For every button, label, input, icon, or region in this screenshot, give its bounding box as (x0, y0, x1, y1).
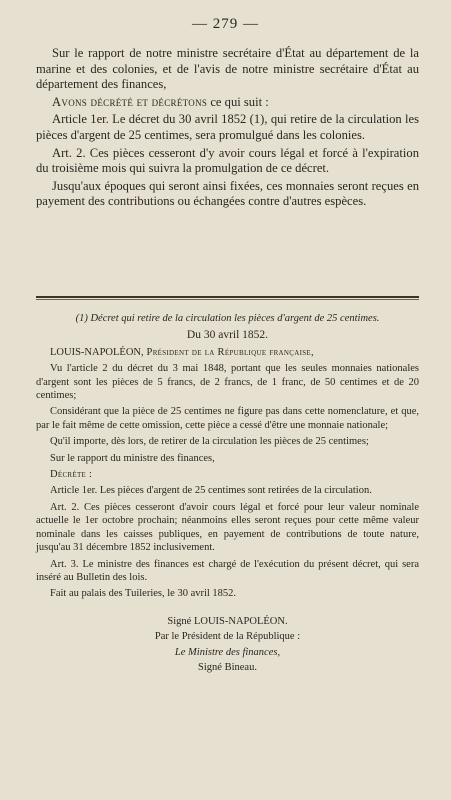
signature-ministre: Le Ministre des finances, (174, 646, 281, 658)
decretons-heading: Avons décrété et décrétons (52, 94, 208, 109)
decretons-tail: ce qui suit : (207, 94, 269, 109)
footnote (36, 312, 419, 676)
footnote-decrete: Décrète : (50, 469, 93, 481)
president-name: LOUIS-NAPOLÉON, (50, 346, 144, 358)
footnote-title: (1) Décret qui retire de la circulation les pièces d'argent de 25 centimes. (75, 313, 380, 324)
page-number: — 279 — (192, 16, 259, 32)
footnote-article-3: Art. 3. Le ministre des finances est chargé de l'exécution du présent décret, qui sera inséré au Bulletin des lois. (36, 558, 419, 583)
footnote-vu: Vu l'article 2 du décret du 3 mai 1848, portant que les seules monnaies nationales d'argent sont les pièces de 5 francs, de 2 francs, de 1 franc, de 50 centimes et de 20 centimes; (36, 363, 419, 402)
signature-president: Signé LOUIS-NAPOLÉON. (167, 615, 288, 627)
article-2: Art. 2. Ces pièces cesseront d'y avoir cours légal et forcé à l'expiration du troisième mois qui suivra la promulgation de ce décret. (36, 145, 419, 176)
footnote-rapport: Sur le rapport du ministre des finances, (50, 452, 215, 464)
president-title: Président de la République française, (143, 346, 314, 358)
president-line (36, 346, 419, 359)
footnote-article-2: Art. 2. Ces pièces cesseront d'avoir cours légal et forcé pour leur valeur nominale actuelle le 1er octobre prochain; néanmoins elles seront reçues pour cette même valeur nominale dans les caisses publiques, en payement de contributions de toute nature, jusqu'au 31 décembre 1852 inclusivement. (36, 501, 419, 554)
signature-par: Par le Président de la République : (154, 631, 301, 643)
article-1: Article 1er. Le décret du 30 avril 1852 (1), qui retire de la circulation les pièces d'argent de 25 centimes, sera promulgué dans les colonies. (36, 112, 419, 142)
footnote-fait: Fait au palais des Tuileries, le 30 avril 1852. (50, 588, 237, 600)
footnote-article-1: Article 1er. Les pièces d'argent de 25 centimes sont retirées de la circulation. (50, 485, 372, 497)
paragraph-jusqu: Jusqu'aux époques qui seront ainsi fixées, ces monnaies seront reçues en payement des contributions ou échangées contre d'autres espèces. (36, 178, 419, 209)
footnote-importe: Qu'il importe, dès lors, de retirer de la circulation les pièces de 25 centimes; (50, 436, 369, 448)
paragraph-rapport: Sur le rapport de notre ministre secrétaire d'État au département de la marine et des colonies, et de l'avis de notre ministre secrétaire d'État au département des finances, (36, 46, 419, 92)
footnote-considerant: Considérant que la pièce de 25 centimes ne figure pas dans cette nomenclature, et que, par le fait même de cette omission, cette pièce a cessé d'être une monnaie nationale; (36, 406, 419, 431)
footnote-date: Du 30 avril 1852. (186, 329, 269, 342)
decree-body (36, 46, 419, 212)
paragraph-decretons (36, 95, 419, 111)
footnote-divider (36, 296, 419, 300)
signature-bineau: Signé Bineau. (198, 661, 257, 673)
